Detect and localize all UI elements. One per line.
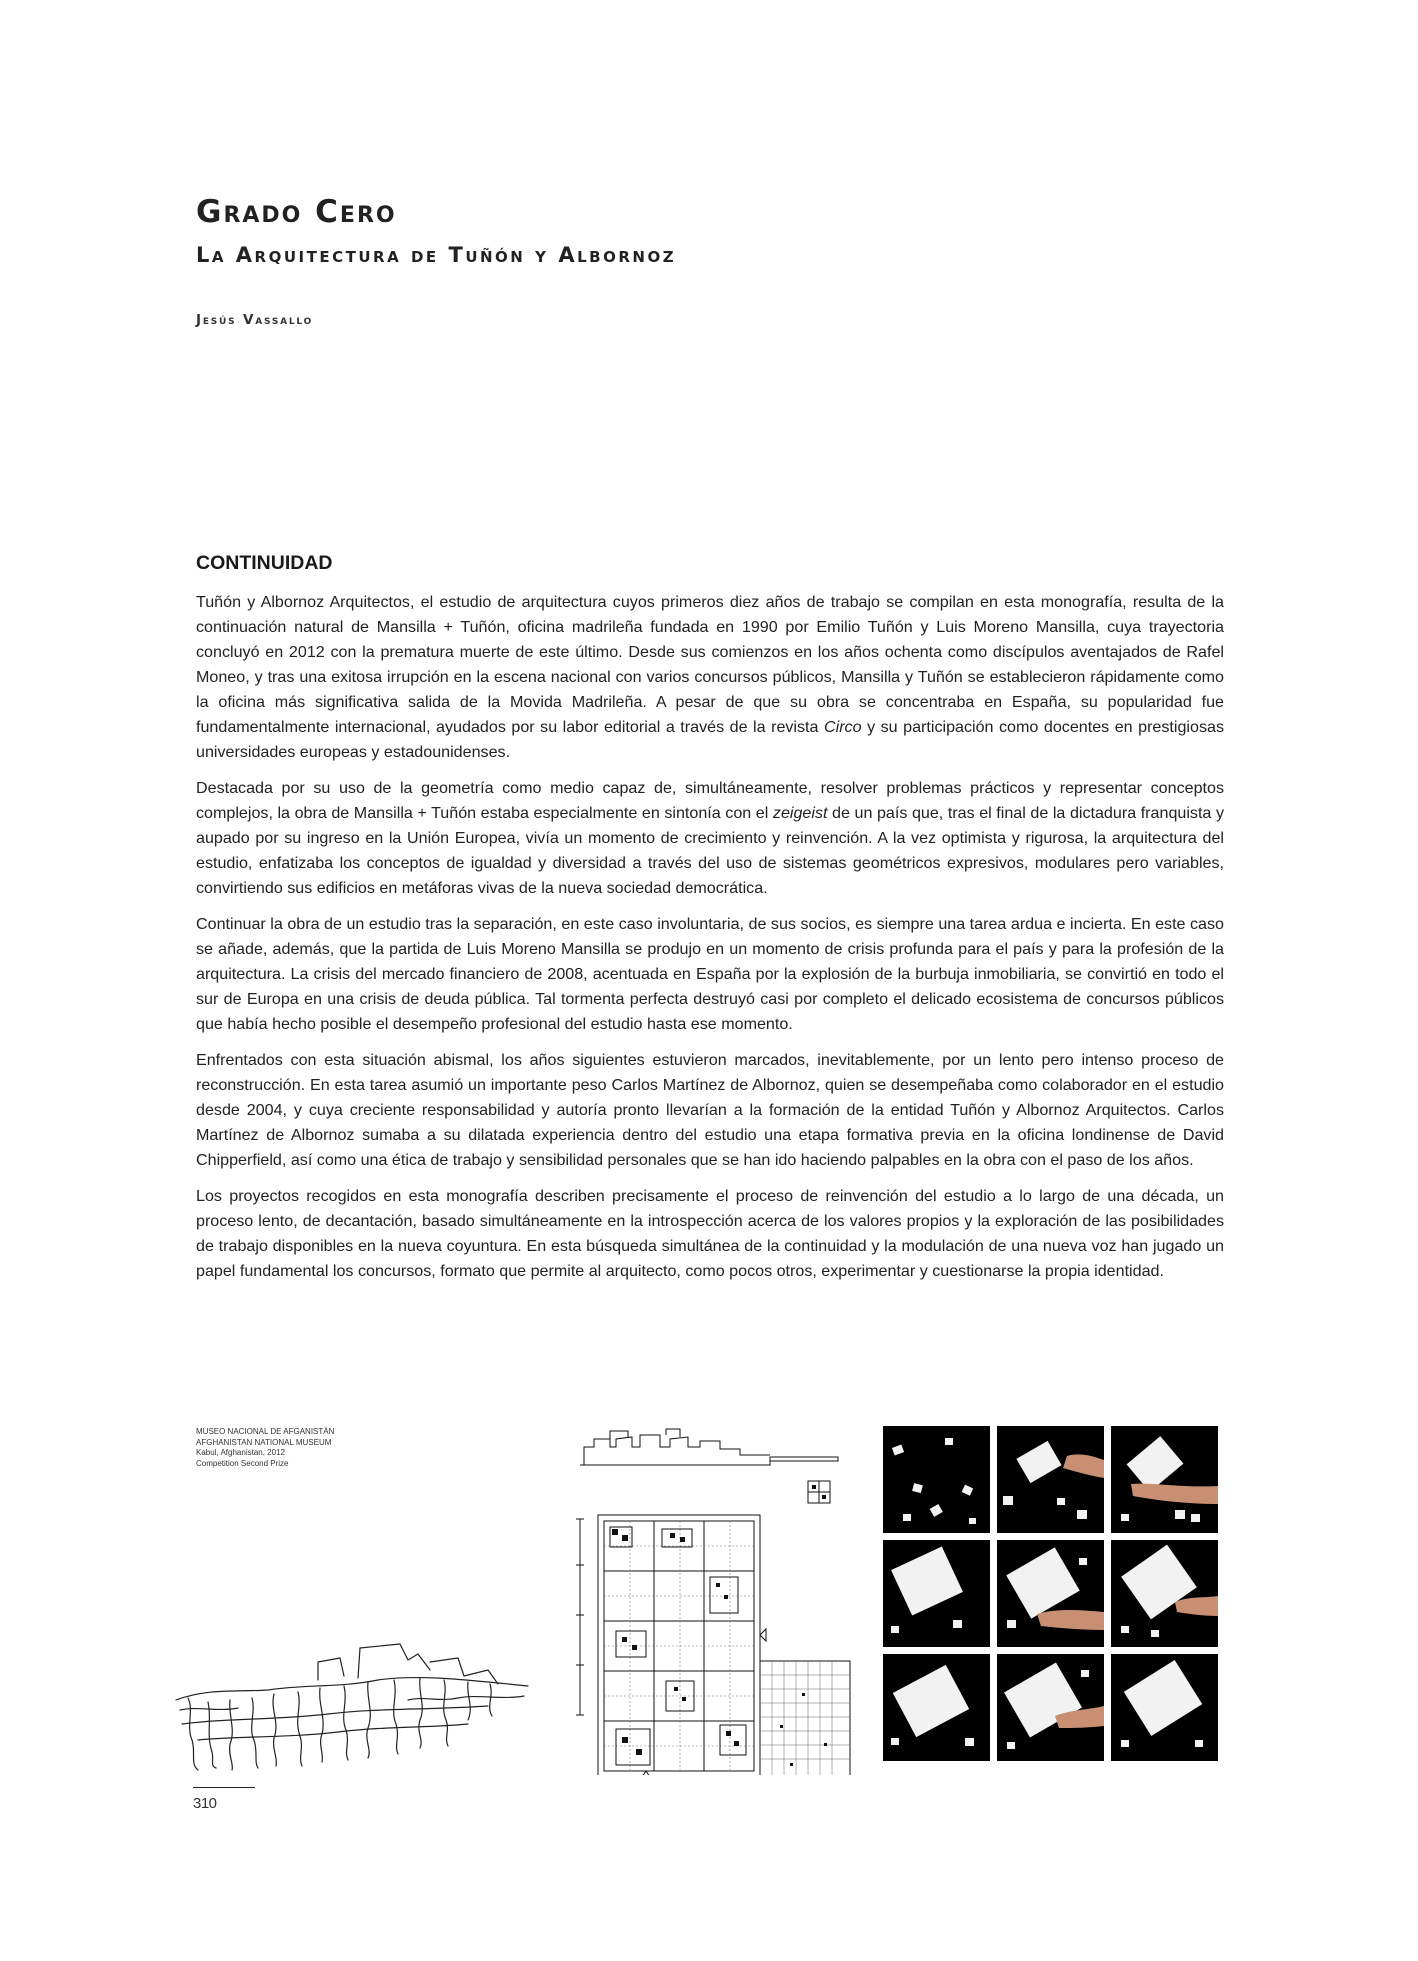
paragraph-2-text-b: de un país que, tras el final de la dictadura franquista y aupado por su ingreso en la Unión Europea, vivía un momento de crecimiento y reinvención. A la vez optimista y rigurosa, la arquitectura del estudio, enfatizaba los conceptos de igualdad y diversidad a través del uso de sistemas geométricos expresivos, modulares pero variables, convirtiendo sus edificios en metáforas vivas de la nueva sociedad democrática.	[196, 804, 1224, 897]
model-photo	[883, 1654, 990, 1761]
caption-line-4: Competition Second Prize	[196, 1458, 289, 1468]
paragraph-3: Continuar la obra de un estudio tras la separación, en este caso involuntaria, de sus socios, es siempre una tarea ardua e incierta. En este caso se añade, además, que la partida de Luis Moreno Mansilla se produjo en un momento de crisis profunda para el país y para la profesión de la arquitectura. La crisis del mercado financiero de 2008, acentuada en España por la explosión de la burbuja inmobiliaria, se convirtió en todo el sur de Europa en una crisis de deuda pública. Tal tormenta perfecta destruyó casi por completo el delicado ecosistema de concursos públicos que había hecho posible el desempeño profesional del estudio hasta ese momento.	[196, 915, 1224, 1033]
model-photo	[1111, 1540, 1218, 1647]
model-photo	[997, 1654, 1104, 1761]
model-photo	[1111, 1426, 1218, 1533]
model-photo	[883, 1426, 990, 1533]
paragraph-5: Los proyectos recogidos en esta monografía describen precisamente el proceso de reinvención del estudio a lo largo de una década, un proceso lento, de decantación, basado simultáneamente en la introspección acerca de los valores propios y la exploración de las posibilidades de trabajo disponibles en la nueva coyuntura. En esta búsqueda simultánea de la continuidad y la modulación de una nueva voz han jugado un papel fundamental los concursos, formato que permite al arquitecto, como pocos otros, experimentar y cuestionarse la propia identidad.	[196, 1187, 1224, 1280]
model-photo	[997, 1426, 1104, 1533]
caption-line-1: MUSEO NACIONAL DE AFGANISTÁN	[196, 1427, 335, 1436]
paragraph-2-text-a: Destacada por su uso de la geometría como medio capaz de, simultáneamente, resolver problemas prácticos y representar conceptos complejos, la obra de Mansilla + Tuñón estaba especialmente en sintonía con el	[196, 779, 1224, 822]
paragraph-1-text-a: Tuñón y Albornoz Arquitectos, el estudio de arquitectura cuyos primeros diez años de trabajo se compilan en esta monografía, resulta de la continuación natural de Mansilla + Tuñón, oficina madrileña fundada en 1990 por Emilio Tuñón y Luis Moreno Mansilla, cuya trayectoria concluyó en 2012 con la prematura muerte de este último. Desde sus comienzos en los años ochenta como discípulos aventajados de Rafel Moneo, y tras una exitosa irrupción en la escena nacional con varios concursos públicos, Mansilla y Tuñón se establecieron rápidamente como la oficina más significativa salida de la Movida Madrileña. A pesar de que su obra se concentraba en España, su popularidad fue fundamentalmente internacional, ayudados por su labor editorial a través de la revista	[196, 593, 1224, 736]
italic-term: zeigeist	[772, 804, 828, 822]
article-title: Grado Cero	[196, 194, 397, 230]
magazine-name: Circo	[824, 718, 862, 736]
paragraph-2	[196, 776, 1224, 901]
page-number: 310	[193, 1795, 217, 1812]
paragraph-1-text-b: y su participación como docentes en prestigiosas universidades europeas y estadounidenses.	[196, 718, 1224, 761]
article-author: Jesús Vassallo	[196, 312, 314, 328]
architectural-plan-image	[570, 1425, 855, 1775]
model-photo	[997, 1540, 1104, 1647]
model-photo	[1111, 1654, 1218, 1761]
section-heading: CONTINUIDAD	[196, 552, 333, 574]
paragraph-1	[196, 590, 1224, 765]
model-photo-grid	[883, 1426, 1218, 1768]
article-subtitle: La Arquitectura de Tuñón y Albornoz	[196, 243, 677, 267]
paragraph-4: Enfrentados con esta situación abismal, los años siguientes estuvieron marcados, inevitablemente, por un lento pero intenso proceso de reconstrucción. En esta tarea asumió un importante peso Carlos Martínez de Albornoz, quien se desempeñaba como colaborador en el estudio desde 2004, y cuya creciente responsabilidad y autoría pronto llevarían a la formación de la entidad Tuñón y Albornoz Arquitectos. Carlos Martínez de Albornoz sumaba a su dilatada experiencia dentro del estudio una etapa formativa previa en la oficina londinense de David Chipperfield, así como una ética de trabajo y sensibilidad personales que se han ido haciendo palpables en la obra con el paso de los años.	[196, 1051, 1224, 1169]
body-text	[196, 590, 1224, 1295]
model-photo	[883, 1540, 990, 1647]
caption-line-2: AFGHANISTAN NATIONAL MUSEUM	[196, 1437, 332, 1447]
figure-caption	[196, 1427, 446, 1469]
folio-rule	[193, 1787, 255, 1788]
hand-sketch-image	[168, 1640, 540, 1780]
caption-line-3: Kabul, Afghanistan, 2012	[196, 1448, 285, 1457]
